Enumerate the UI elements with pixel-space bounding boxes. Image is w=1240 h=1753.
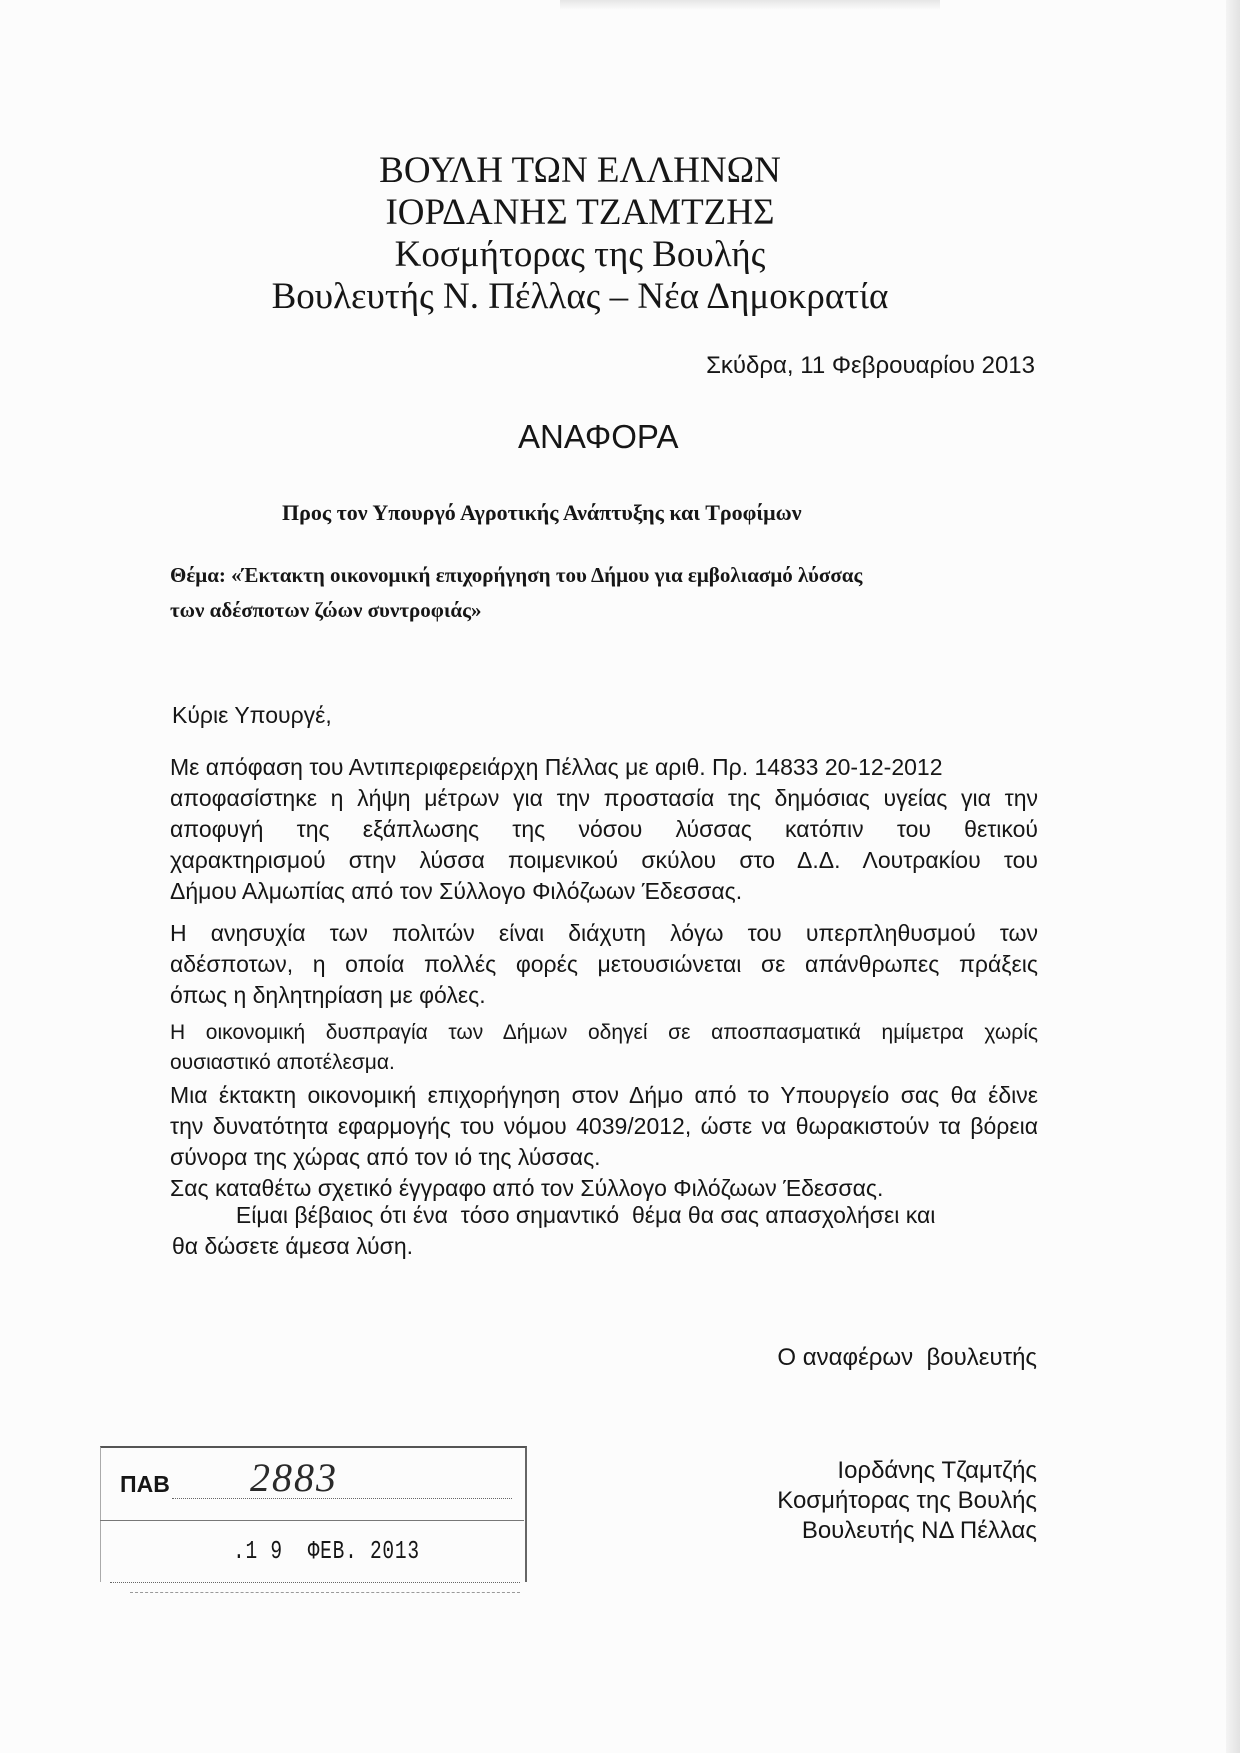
body-line: σύνορα της χώρας από τον ιό της λύσσας. xyxy=(170,1144,601,1170)
body-paragraph xyxy=(170,918,1038,1011)
body-line: Δήμου Αλμωπίας από τον Σύλλογο Φιλόζωων Έδεσσας. xyxy=(170,878,743,904)
subject-line: Θέμα: «Έκτακτη οικονομική επιχορήγηση του Δήμου για εμβολιασμό λύσσας xyxy=(170,563,863,587)
closing-line: Ο αναφέρων βουλευτής xyxy=(777,1344,1037,1371)
document-title: ΑΝΑΦΟΡΑ xyxy=(518,418,679,455)
mp-constituency: Βουλευτής Ν. Πέλλας – Νέα Δημοκρατία xyxy=(271,276,889,317)
letterhead xyxy=(0,150,1200,318)
stamp-date: .1 9 ΦΕΒ. 2013 xyxy=(233,1536,420,1566)
mp-name: ΙΟΡΔΑΝΗΣ ΤΖΑΜΤΖΗΣ xyxy=(385,192,775,233)
body-line: θα δώσετε άμεσα λύση. xyxy=(172,1233,414,1259)
body-line: αδέσποτων, η οποία πολλές φορές μετουσιώνεται σε απάνθρωπες πράξεις xyxy=(170,951,1038,977)
greeting: Κύριε Υπουργέ, xyxy=(172,702,332,728)
stamp-dotted-line xyxy=(172,1498,512,1499)
stamp-dotted-line xyxy=(110,1582,520,1583)
signature-constituency: Βουλευτής ΝΔ Πέλλας xyxy=(801,1517,1037,1544)
scan-edge-top xyxy=(560,0,940,10)
document-date: Σκύδρα, 11 Φεβρουαρίου 2013 xyxy=(706,352,1035,379)
stamp-number: 2883 xyxy=(250,1455,338,1500)
body-paragraph xyxy=(170,1018,1038,1078)
body-line: Η οικονομική δυσπραγία των Δήμων οδηγεί σε αποσπασματικά ημίμετρα χωρίς xyxy=(170,1021,1038,1044)
body-line: ουσιαστικό αποτέλεσμα. xyxy=(170,1051,395,1074)
body-paragraph xyxy=(170,1080,1038,1204)
body-line: Η ανησυχία των πολιτών είναι διάχυτη λόγω του υπερπληθυσμού των xyxy=(170,920,1038,946)
signature-role: Κοσμήτορας της Βουλής xyxy=(777,1487,1037,1514)
body-paragraph xyxy=(170,752,1038,907)
stamp-divider xyxy=(100,1520,524,1521)
signature-name: Ιορδάνης Τζαμτζής xyxy=(837,1457,1037,1484)
body-line: χαρακτηρισμού στην λύσσα ποιμενικού σκύλου στο Δ.Δ. Λουτρακίου του xyxy=(170,847,1038,873)
institution-name: ΒΟΥΛΗ ΤΩΝ ΕΛΛΗΝΩΝ xyxy=(379,150,781,191)
body-line: Με απόφαση του Αντιπεριφερειάρχη Πέλλας με αριθ. Πρ. 14833 20-12-2012 xyxy=(170,754,943,780)
body-line: όπως η δηλητηρίαση με φόλες. xyxy=(170,982,486,1008)
mp-role: Κοσμήτορας της Βουλής xyxy=(394,234,766,275)
signature-block xyxy=(777,1456,1037,1546)
recipient: Προς τον Υπουργό Αγροτικής Ανάπτυξης και Τροφίμων xyxy=(282,500,802,525)
subject xyxy=(170,558,1040,628)
body-line: Μια έκτακτη οικονομική επιχορήγηση στον Δήμο από το Υπουργείο σας θα έδινε xyxy=(170,1082,1038,1108)
body-line: την δυνατότητα εφαρμογής του νόμου 4039/2012, ώστε να θωρακιστούν τα βόρεια xyxy=(170,1113,1038,1139)
subject-line: των αδέσποτων ζώων συντροφιάς» xyxy=(170,598,482,622)
registry-stamp xyxy=(100,1446,528,1596)
body-line: αποφυγή της εξάπλωσης της νόσου λύσσας κατόπιν του θετικού xyxy=(170,816,1038,842)
stamp-dotted-line xyxy=(130,1592,520,1593)
body-line: Σας καταθέτω σχετικό έγγραφο από τον Σύλλογο Φιλόζωων Έδεσσας. xyxy=(170,1175,884,1201)
stamp-label: ΠΑΒ xyxy=(120,1471,170,1497)
body-paragraph xyxy=(172,1200,1040,1262)
scan-edge xyxy=(1226,0,1240,1753)
body-line: αποφασίστηκε η λήψη μέτρων για την προστασία της δημόσιας υγείας για την xyxy=(170,785,1038,811)
body-line: Είμαι βέβαιος ότι ένα τόσο σημαντικό θέμα θα σας απασχολήσει και xyxy=(172,1202,936,1228)
